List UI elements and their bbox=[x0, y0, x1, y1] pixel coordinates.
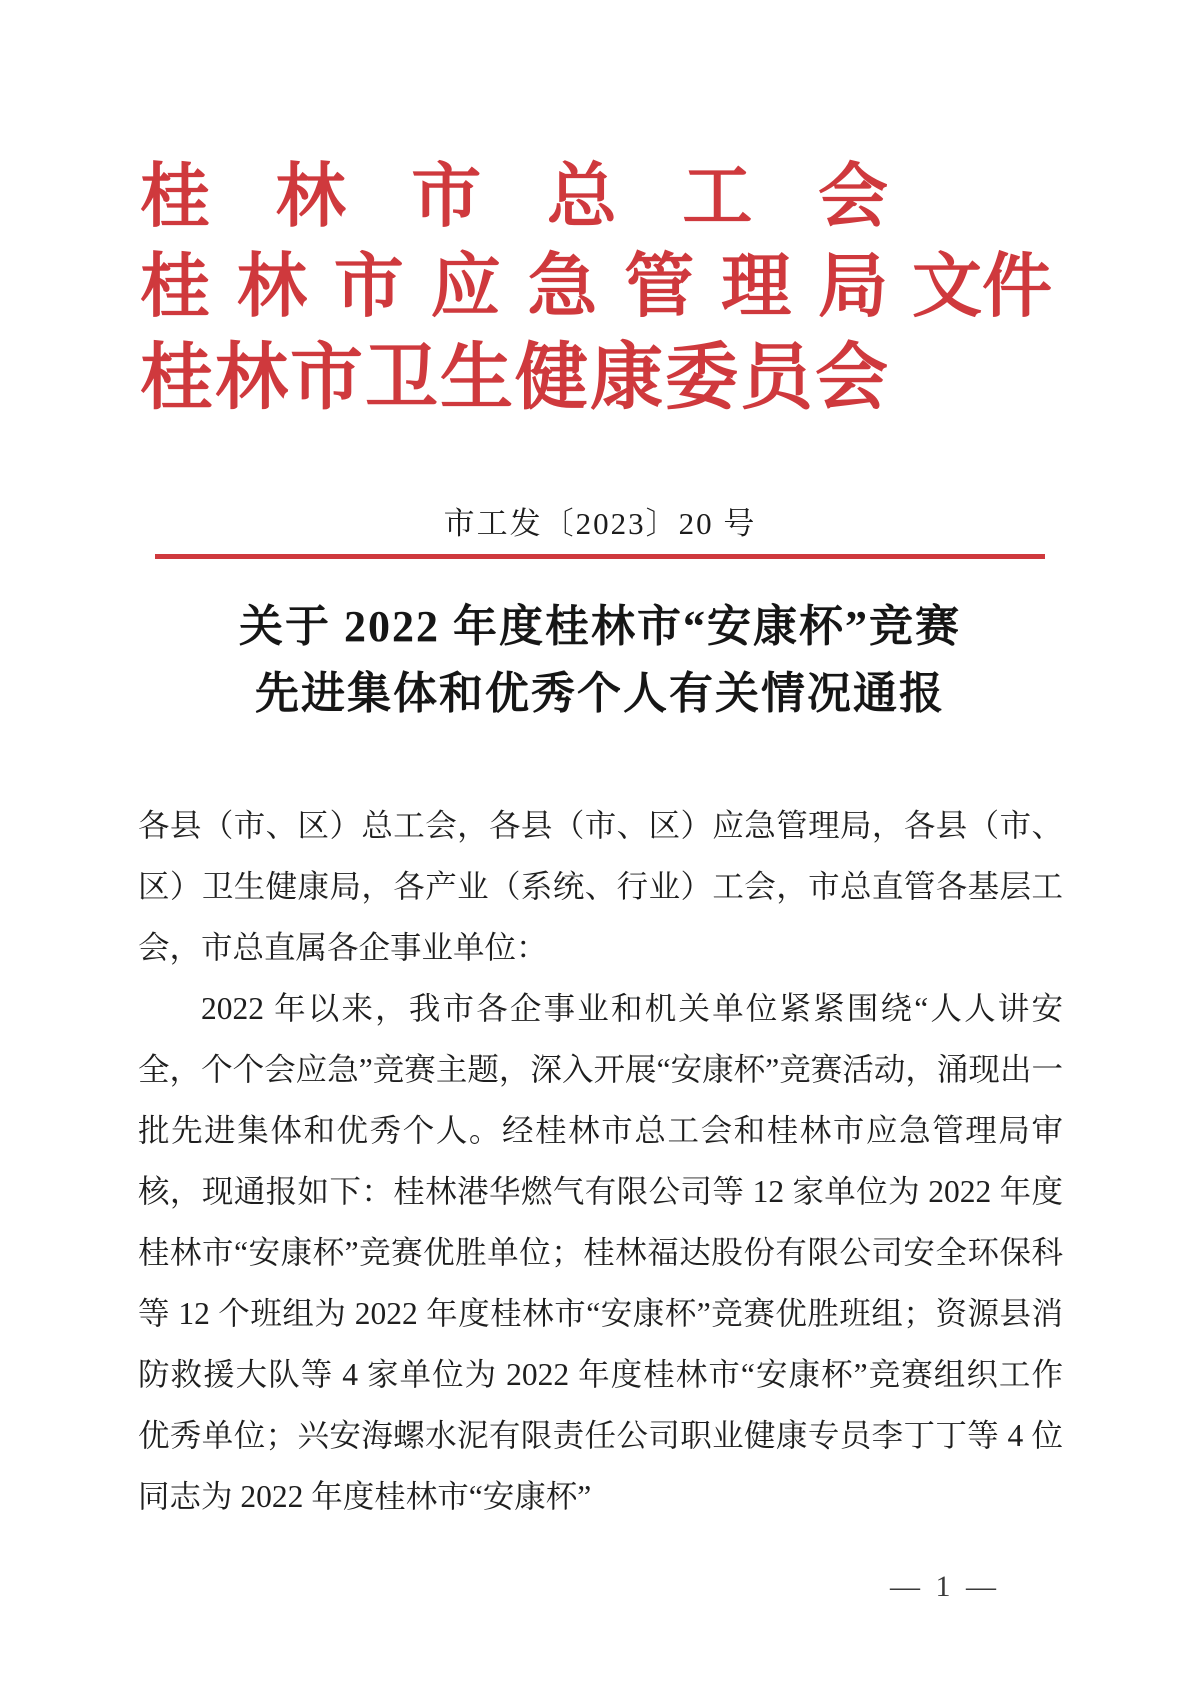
page-number: — 1 — bbox=[890, 1570, 1000, 1603]
issuing-agency-name-2: 桂林市应急管理局 bbox=[140, 249, 888, 326]
issuing-agency-line-2 bbox=[140, 249, 1052, 326]
document-number: 市工发〔2023〕20 号 bbox=[443, 506, 757, 541]
issuing-agency-line-1: 桂林市总工会 bbox=[140, 159, 888, 236]
body-paragraph-main: 2022 年以来，我市各企事业和机关单位紧紧围绕“人人讲安全，个个会应急”竞赛主题，深入开展“安康杯”竞赛活动，涌现出一批先进集体和优秀个人。经桂林市总工会和桂林市应急管理局审核，现通报如下：桂林港华燃气有限公司等 12 家单位为 2022 年度桂林市“安康杯”竞赛优胜单位；桂林福达股份有限公司安全环保科等 12 个班组为 2022 年度桂林市“安康杯”竞赛优胜班组；资源县消防救援大队等 4 家单位为 2022 年度桂林市“安康杯”竞赛组织工作优秀单位；兴安海螺水泥有限责任公司职业健康专员李丁丁等 4 位同志为 2022 年度桂林市“安康杯” bbox=[138, 991, 1063, 1514]
document-label: 文件 bbox=[912, 249, 1052, 326]
red-separator-rule bbox=[155, 554, 1045, 559]
document-body bbox=[138, 795, 1063, 1527]
body-paragraph-addressees: 各县（市、区）总工会，各县（市、区）应急管理局，各县（市、区）卫生健康局，各产业（系统、行业）工会，市总直管各基层工会，市总直属各企事业单位： bbox=[138, 808, 1063, 965]
document-title-line-1: 关于 2022 年度桂林市“安康杯”竞赛 bbox=[239, 602, 961, 651]
issuing-agency-line-3: 桂林市卫生健康委员会 bbox=[140, 337, 888, 418]
document-title-line-2: 先进集体和优秀个人有关情况通报 bbox=[255, 669, 945, 718]
red-letterhead bbox=[140, 159, 1052, 418]
document-title bbox=[0, 593, 1200, 727]
